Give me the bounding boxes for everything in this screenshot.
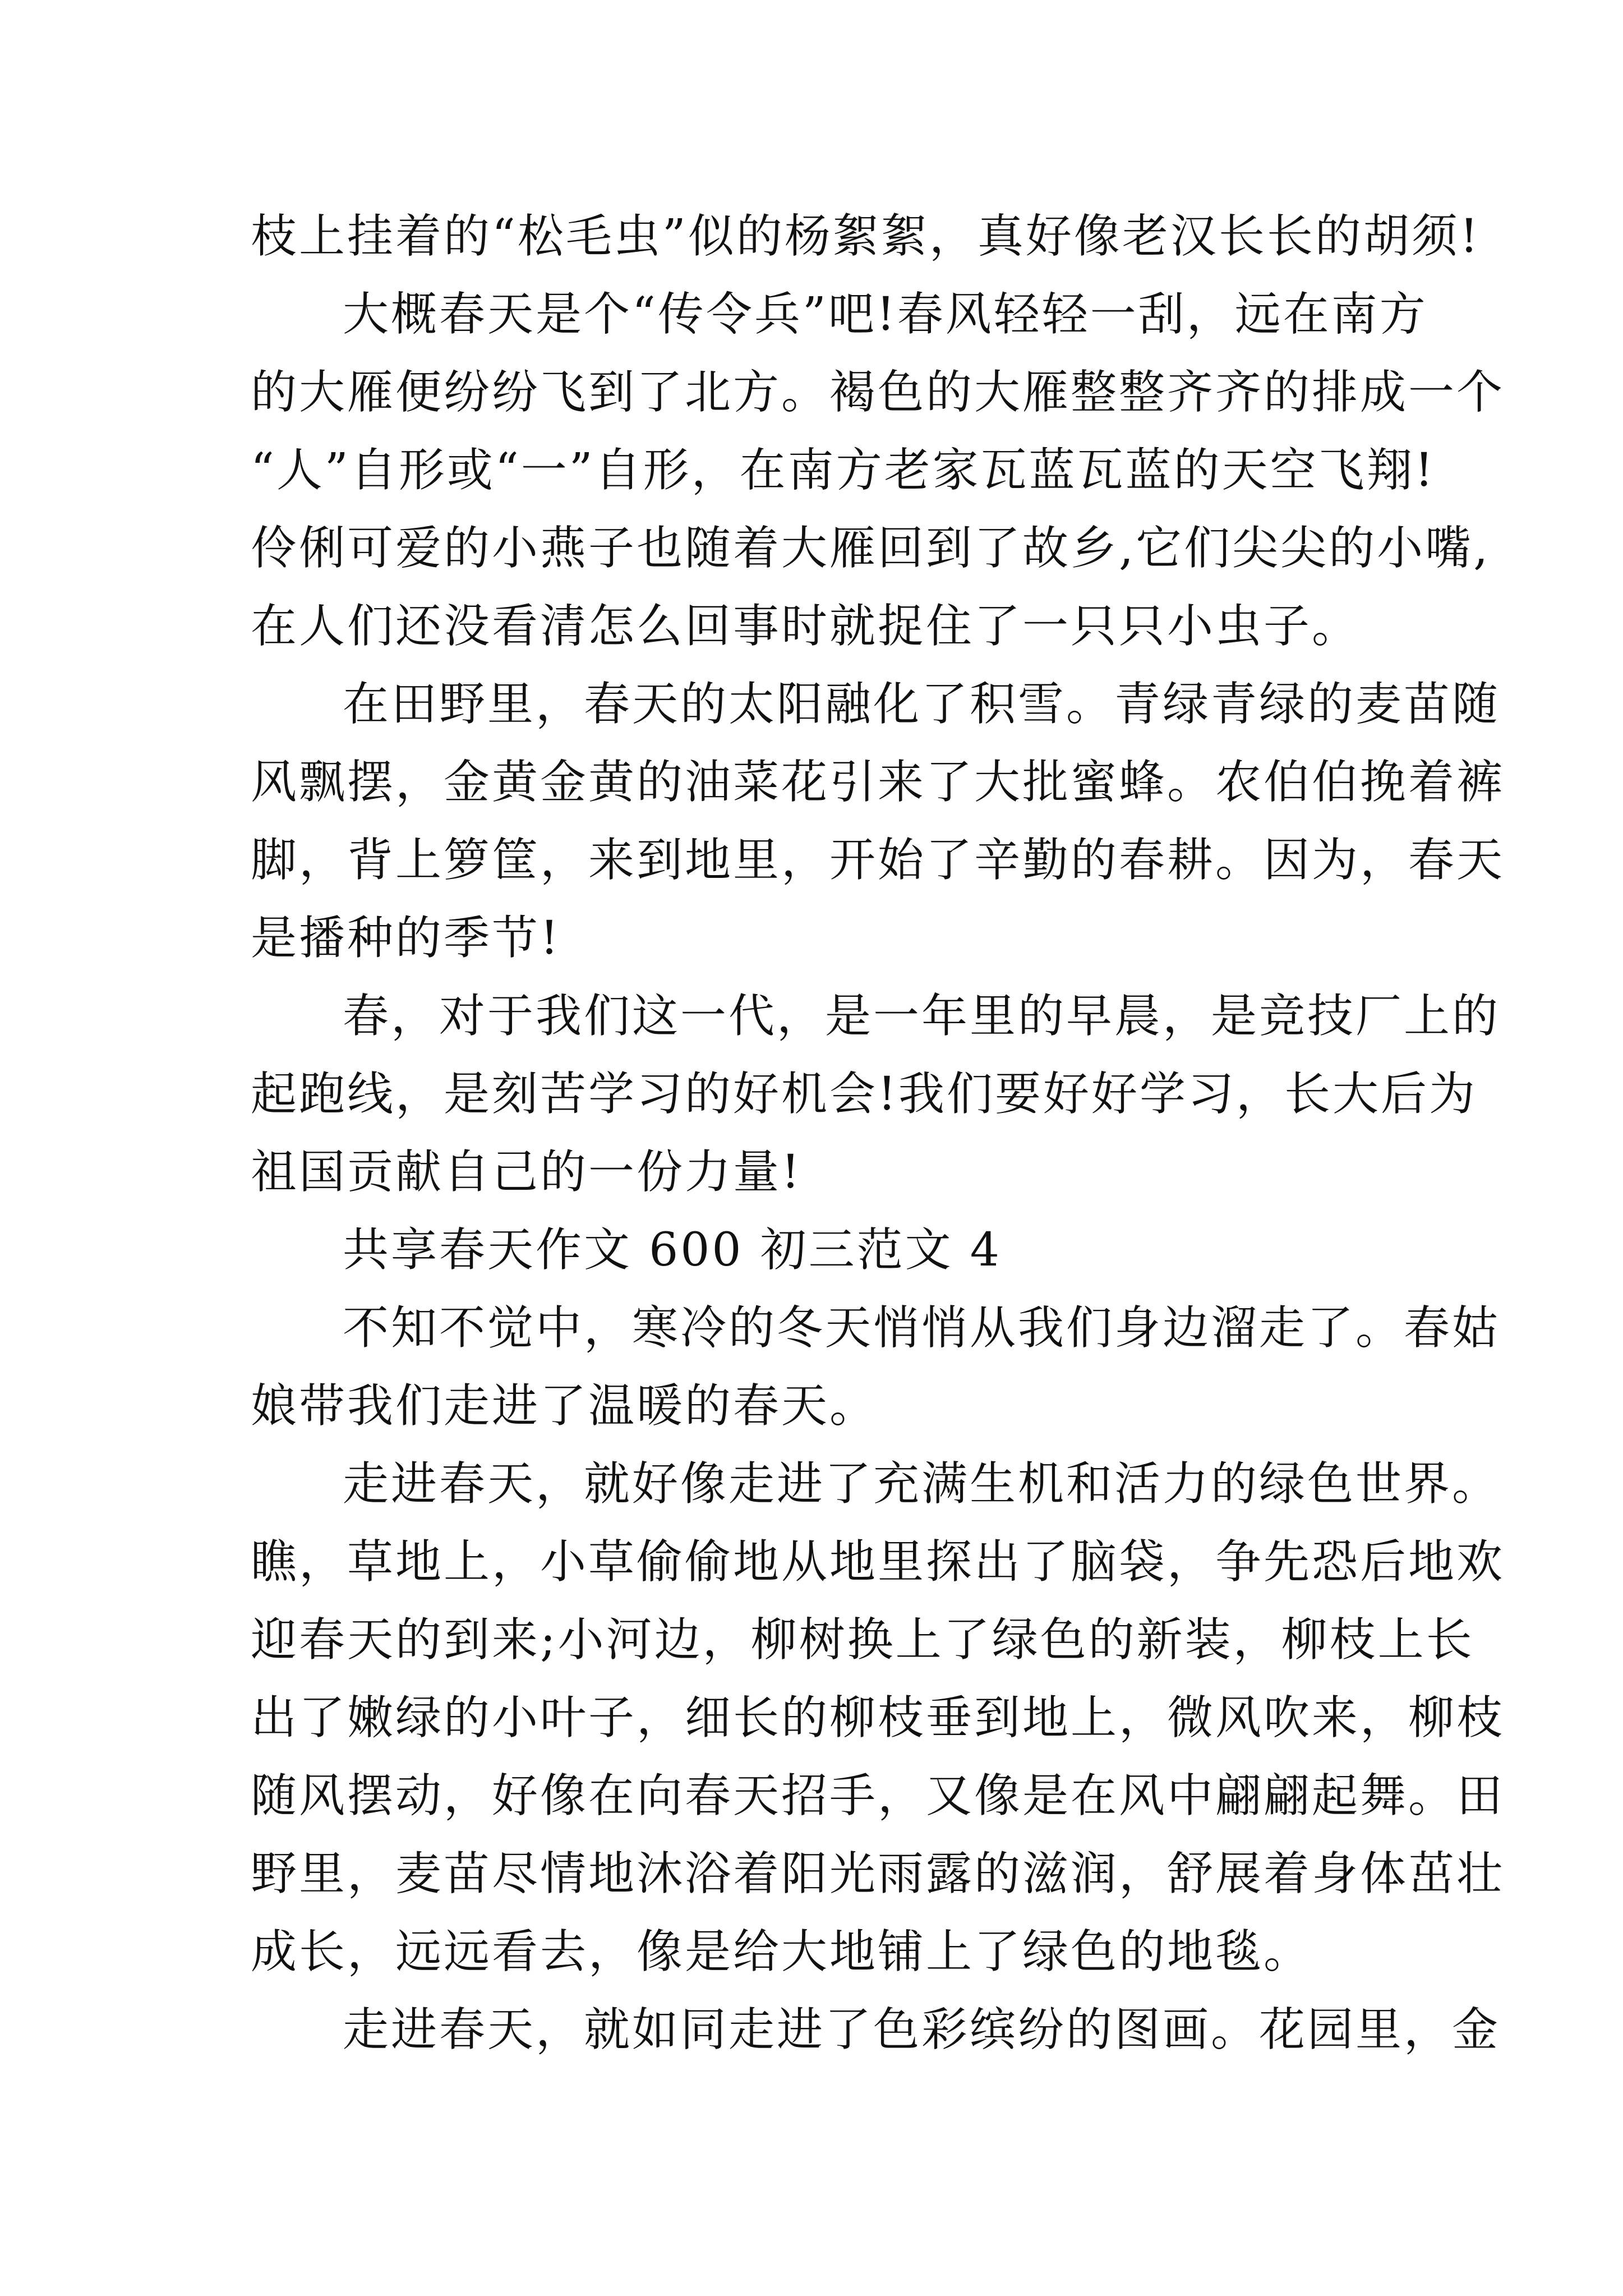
body-text xyxy=(251,197,1505,2069)
text-line: 在人们还没看清怎么回事时就捉住了一只只小虫子。 xyxy=(251,600,1361,653)
section-heading: 共享春天作文 600 初三范文 4 xyxy=(343,1223,1002,1277)
text-line: 出了嫩绿的小叶子，细长的柳枝垂到地上，微风吹来，柳枝 xyxy=(251,1691,1505,1745)
text-line: 娘带我们走进了温暖的春天。 xyxy=(251,1379,878,1433)
text-line: 不知不觉中，寒冷的冬天悄悄从我们身边溜走了。春姑 xyxy=(343,1301,1501,1355)
text-line: 瞧，草地上，小草偷偷地从地里探出了脑袋，争先恐后地欢 xyxy=(251,1535,1505,1589)
text-line: 是播种的季节! xyxy=(251,912,561,965)
text-line: 走进春天，就好像走进了充满生机和活力的绿色世界。 xyxy=(343,1457,1501,1511)
text-line: 迎春天的到来;小河边，柳树换上了绿色的新装，柳枝上长 xyxy=(251,1613,1474,1667)
text-line: 大概春天是个“传令兵”吧!春风轻轻一刮，远在南方 xyxy=(343,288,1428,341)
text-line: 走进春天，就如同走进了色彩缤纷的图画。花园里，金 xyxy=(343,2003,1501,2056)
text-line: “人”自形或“一”自形，在南方老家瓦蓝瓦蓝的天空飞翔! xyxy=(251,444,1436,497)
text-line: 成长，远远看去，像是给大地铺上了绿色的地毯。 xyxy=(251,1925,1312,1978)
text-line: 在田野里，春天的太阳融化了积雪。青绿青绿的麦苗随 xyxy=(343,678,1501,731)
text-line: 枝上挂着的“松毛虫”似的杨絮絮，真好像老汉长长的胡须! xyxy=(251,210,1481,263)
text-line: 脚，背上箩筐，来到地里，开始了辛勤的春耕。因为，春天 xyxy=(251,834,1505,887)
text-line: 随风摆动，好像在向春天招手，又像是在风中翩翩起舞。田 xyxy=(251,1769,1505,1823)
text-line: 伶俐可爱的小燕子也随着大雁回到了故乡,它们尖尖的小嘴, xyxy=(251,522,1491,575)
text-line: 风飘摆，金黄金黄的油菜花引来了大批蜜蜂。农伯伯挽着裤 xyxy=(251,756,1505,809)
text-line: 起跑线，是刻苦学习的好机会!我们要好好学习，长大后为 xyxy=(251,1068,1477,1121)
text-line: 春，对于我们这一代，是一年里的早晨，是竞技厂上的 xyxy=(343,990,1501,1043)
text-line: 祖国贡献自己的一份力量! xyxy=(251,1145,802,1199)
text-line: 的大雁便纷纷飞到了北方。褐色的大雁整整齐齐的排成一个 xyxy=(251,366,1505,419)
text-line: 野里，麦苗尽情地沐浴着阳光雨露的滋润，舒展着身体茁壮 xyxy=(251,1847,1505,1901)
